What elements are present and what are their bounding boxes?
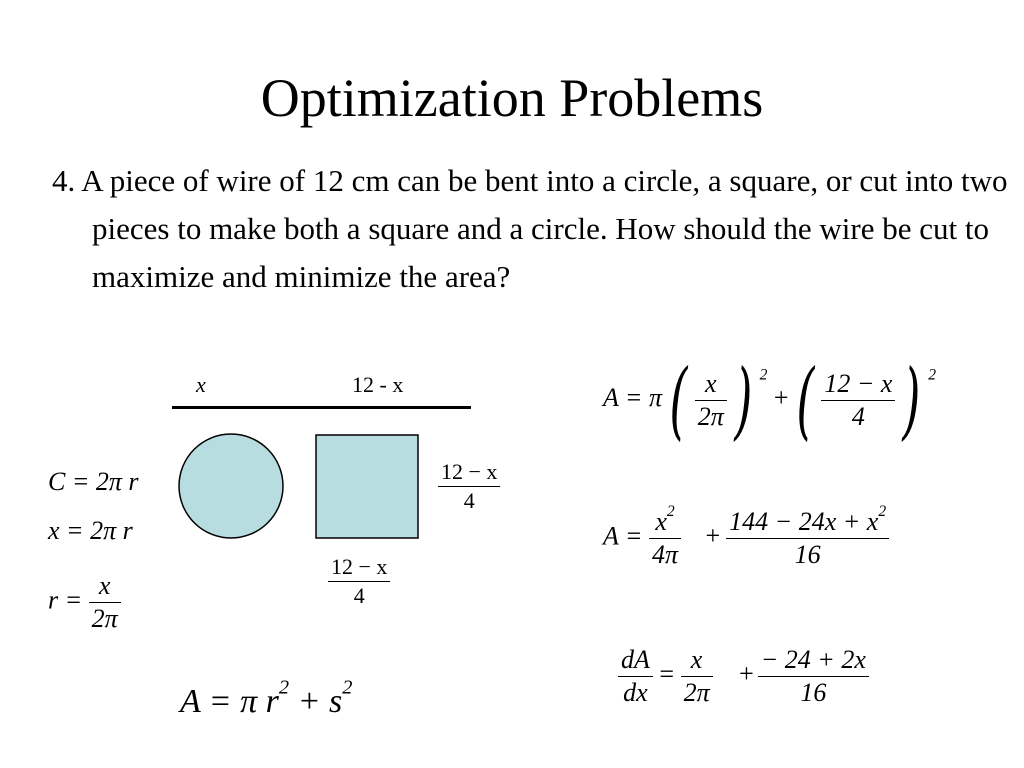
right-paren: ) (734, 351, 753, 449)
eq1-plus: + (773, 382, 789, 412)
eq2-f2-num-exp: 2 (878, 502, 887, 520)
eq2-f1-den: 4π (651, 540, 678, 569)
eq2-plus: + (705, 521, 721, 551)
area-exp2: 2 (342, 676, 353, 699)
expanded-area-equation (603, 502, 889, 571)
wire-shapes (170, 425, 430, 550)
radius-den: 2π (91, 604, 118, 633)
eq1-lhs: A = π (603, 382, 662, 412)
eq1-f2-den: 4 (851, 401, 865, 431)
area-exp: 2 (278, 676, 290, 699)
eq2-lhs: A = (603, 521, 643, 551)
eq2-f2-num: 144 − 24x + x (729, 507, 879, 536)
side-fraction-bottom (328, 553, 390, 610)
radius-lhs: r = (48, 585, 83, 615)
slide-title: Optimization Problems (260, 68, 764, 128)
wire-line (172, 406, 471, 409)
wire-circle-shape (179, 434, 283, 538)
eq3-f1-den: 2π (683, 678, 710, 707)
wire-label-rest (352, 372, 403, 398)
eq1-exp: 2 (759, 366, 768, 384)
radius-num: x (98, 571, 111, 600)
radius-fraction (89, 570, 121, 635)
area-function-equation (603, 351, 936, 449)
eq3-lhs-num: dA (621, 645, 650, 674)
side-den-right: 4 (463, 488, 475, 513)
wire-square-shape (316, 435, 418, 538)
circumference-equation: C = 2π r (48, 467, 139, 496)
radius-equation (48, 570, 121, 635)
eq3-lhs-den: dx (623, 678, 648, 707)
eq1-f1-num: x (705, 368, 717, 398)
eq3-fraction2 (758, 644, 869, 709)
x-equation: x = 2π r (48, 516, 133, 545)
area-part1: A = π r (180, 683, 279, 720)
area-equation (180, 676, 353, 722)
eq2-fraction1 (649, 502, 681, 571)
eq2-f2-den: 16 (794, 540, 821, 569)
wire-label-rest-text: 12 - x (352, 372, 404, 397)
eq2-f1-num-wrap (652, 502, 677, 538)
side-num-bottom: 12 − x (331, 554, 388, 579)
eq3-plus: + (739, 659, 754, 689)
area-part2: + s (289, 683, 343, 720)
side-fraction-right (438, 458, 500, 515)
eq2-f1-num: x (655, 507, 667, 536)
derivative-equation (618, 644, 869, 709)
side-num-right: 12 − x (441, 459, 498, 484)
problem-statement: 4. A piece of wire of 12 cm can be bent into a circle, a square, or cut into two pieces to make both a square and a circle. How should the wire be cut to maximize and minimize the area? (52, 163, 1008, 294)
side-den-bottom: 4 (353, 583, 365, 608)
wire-label-x: x (196, 372, 206, 397)
eq3-equals: = (659, 659, 675, 689)
left-paren: ( (795, 351, 814, 449)
eq3-f2-den: 16 (800, 678, 827, 707)
eq2-f1-num-exp: 2 (666, 502, 675, 520)
eq1-exp2: 2 (928, 366, 936, 384)
eq3-lhs-fraction (618, 644, 653, 709)
eq1-f2-num: 12 − x (824, 368, 893, 398)
eq3-fraction1 (681, 644, 713, 709)
square-side-label-right (438, 458, 500, 515)
eq1-f1-den: 2π (697, 401, 724, 431)
eq1-fraction2 (821, 368, 895, 433)
eq2-fraction2 (726, 502, 889, 571)
square-side-label-bottom (328, 553, 390, 610)
eq2-f2-num-wrap (726, 502, 889, 538)
eq3-f2-num: − 24 + 2x (760, 645, 866, 674)
eq3-f1-num: x (690, 645, 703, 674)
eq1-fraction1 (695, 368, 727, 433)
left-paren: ( (669, 351, 688, 449)
right-paren: ) (902, 351, 921, 449)
